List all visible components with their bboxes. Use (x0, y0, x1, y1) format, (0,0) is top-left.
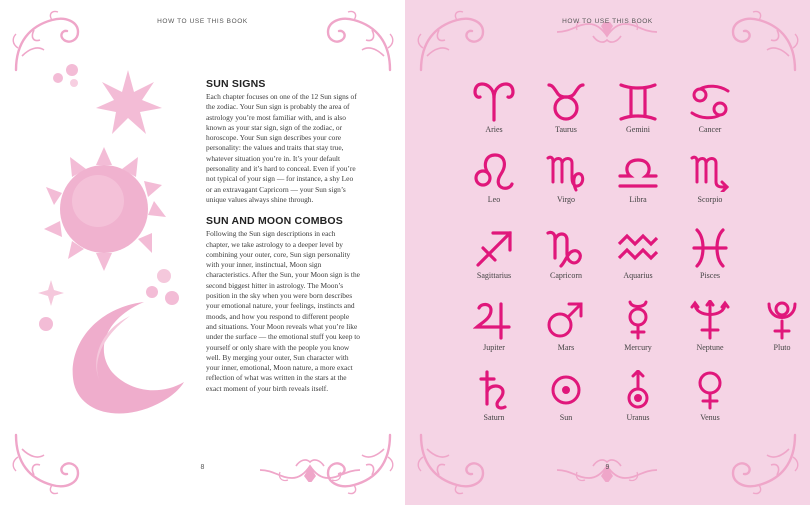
sagittarius-icon (473, 228, 515, 268)
symbol-neptune (678, 300, 742, 352)
symbol-label: Capricorn (550, 271, 582, 280)
symbol-cancer (678, 82, 742, 134)
section-body: Following the Sun sign descriptions in each chapter, we take astrology to a deeper level by combining your outer, core, Sun sign personality with your inner, instinctual, Moon sign characteristics. After the Sun, your Moon sign is the second biggest hitter in astrology. The Moon’s position in the sky when you were born describes your emotional nature, your feelings, instincts and moods, and how you respond to different people and situations. Your Moon reveals what you’re like under the surface — the emotional stuff you keep to yourself or only share with the people you know well. By merging your outer, Sun character with your inner, emotional, Moon nature, a more exact reflection of what was written in the stars at the exact moment of your birth reveals itself. (206, 229, 360, 393)
symbol-label: Saturn (483, 413, 505, 422)
symbol-jupiter (462, 300, 526, 352)
center-ornament-top (557, 22, 657, 52)
corner-ornament-bottom-left (413, 427, 493, 497)
saturn-icon (473, 370, 515, 410)
symbol-leo (462, 152, 526, 204)
symbol-label: Virgo (556, 195, 576, 204)
symbol-label: Aquarius (623, 271, 653, 280)
section-sun-signs (206, 78, 360, 205)
symbol-mars (534, 300, 598, 352)
symbol-label: Aries (485, 125, 503, 134)
symbol-label: Taurus (555, 125, 577, 134)
page-number-left: 8 (200, 464, 205, 471)
aries-icon (473, 82, 515, 122)
symbol-pluto (750, 300, 810, 352)
symbol-label: Venus (700, 413, 720, 422)
star-illustration (92, 68, 164, 140)
section-sun-moon-combos (206, 215, 360, 394)
symbol-virgo (534, 152, 598, 204)
symbol-saturn (462, 370, 526, 422)
symbol-aquarius (606, 228, 670, 280)
symbol-libra (606, 152, 670, 204)
section-body: Each chapter focuses on one of the 12 Sun signs of the zodiac. Your Sun sign is probably the area of astrology you’re most familiar with, and is also known as your star sign, sign of the zodiac, or horoscope. Your Sun sign describes your core personality: the values and traits that stay true, whatever situation you’re in. It’s your default personality and it’s hard to conceal. Even if you’re not typical of your sign — for instance, a shy Leo or an extravagant Capricorn — your Sun sign’s unique values always shine through. (206, 92, 357, 204)
corner-ornament-bottom-left (8, 427, 88, 497)
gemini-icon (617, 82, 659, 122)
taurus-icon (545, 82, 587, 122)
uranus-icon (617, 370, 659, 410)
page-number-right: 9 (605, 464, 610, 471)
symbol-label: Sagittarius (476, 271, 512, 280)
symbol-label: Cancer (698, 125, 722, 134)
section-heading: SUN SIGNS (206, 78, 266, 90)
symbol-sun (534, 370, 598, 422)
symbol-label: Libra (629, 195, 647, 204)
symbol-label: Pluto (773, 343, 791, 352)
capricorn-icon (545, 228, 587, 268)
symbol-sagittarius (462, 228, 526, 280)
symbol-taurus (534, 82, 598, 134)
symbol-label: Sun (559, 413, 573, 422)
pluto-icon (761, 300, 803, 340)
running-head-right: HOW TO USE THIS BOOK (562, 18, 653, 25)
symbol-capricorn (534, 228, 598, 280)
pisces-icon (689, 228, 731, 268)
mercury-icon (617, 300, 659, 340)
cancer-icon (689, 82, 731, 122)
symbol-venus (678, 370, 742, 422)
dots-illustration (50, 62, 90, 88)
scorpio-icon (689, 152, 731, 192)
symbol-label: Gemini (626, 125, 650, 134)
jupiter-icon (473, 300, 515, 340)
symbol-mercury (606, 300, 670, 352)
symbol-label: Leo (487, 195, 501, 204)
symbol-label: Mars (557, 343, 575, 352)
venus-icon (689, 370, 731, 410)
virgo-icon (545, 152, 587, 192)
symbol-label: Mercury (624, 343, 652, 352)
symbol-aries (462, 82, 526, 134)
symbol-label: Scorpio (697, 195, 723, 204)
symbol-scorpio (678, 152, 742, 204)
symbol-pisces (678, 228, 742, 280)
leo-icon (473, 152, 515, 192)
sun-illustration (40, 145, 168, 273)
symbol-label: Uranus (626, 413, 650, 422)
corner-ornament-bottom-right (723, 427, 803, 497)
sun-icon (545, 370, 587, 410)
symbol-label: Jupiter (483, 343, 505, 352)
symbol-label: Neptune (696, 343, 724, 352)
aquarius-icon (617, 228, 659, 268)
mars-icon (545, 300, 587, 340)
section-heading: SUN AND MOON COMBOS (206, 215, 343, 228)
libra-icon (617, 152, 659, 192)
running-head-left: HOW TO USE THIS BOOK (157, 18, 248, 25)
text-column (206, 78, 360, 404)
symbol-uranus (606, 370, 670, 422)
symbol-label: Pisces (700, 271, 720, 280)
neptune-icon (689, 300, 731, 340)
crescent-moon-illustration (60, 298, 188, 418)
symbol-gemini (606, 82, 670, 134)
